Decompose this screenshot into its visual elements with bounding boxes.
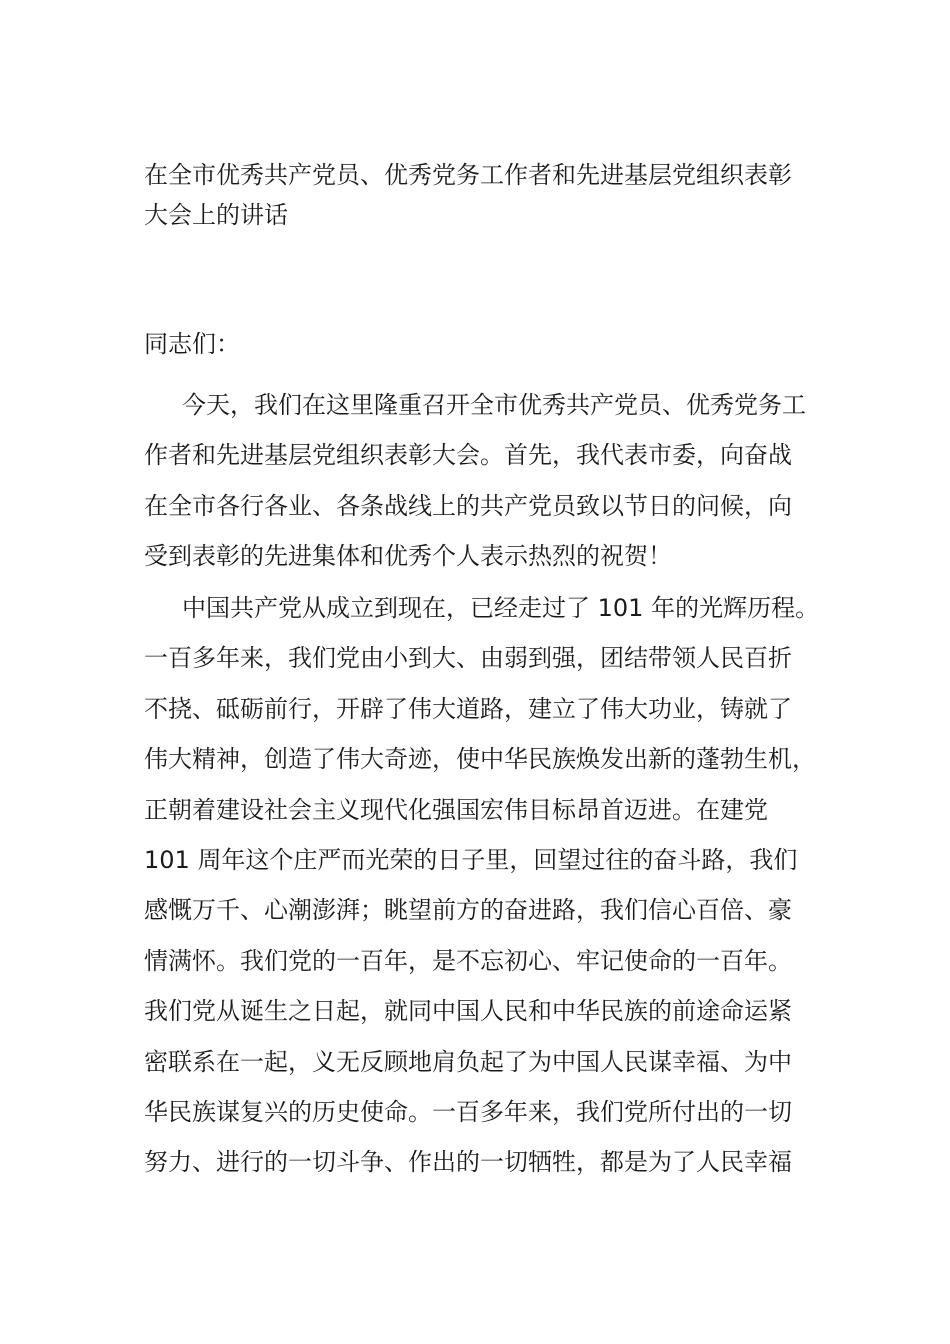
title-line-2: 大会上的讲话 xyxy=(144,201,288,229)
paragraph-line: 努力、进行的一切斗争、作出的一切牺牲，都是为了人民幸福 xyxy=(144,1148,792,1177)
paragraph-line: 正朝着建设社会主义现代化强国宏伟目标昂首迈进。在建党 xyxy=(144,795,768,824)
paragraph-line: 伟大精神，创造了伟大奇迹，使中华民族焕发出新的蓬勃生机， xyxy=(144,745,816,774)
paragraph-line: 101 周年这个庄严而光荣的日子里，回望过往的奋斗路，我们 xyxy=(144,846,798,875)
paragraph-line: 感慨万千、心潮澎湃；眺望前方的奋进路，我们信心百倍、豪 xyxy=(144,896,792,925)
paragraph-line: 一百多年来，我们党由小到大、由弱到强，团结带领人民百折 xyxy=(144,644,792,673)
paragraph-2 xyxy=(144,583,820,1188)
paragraph-line: 密联系在一起，义无反顾地肩负起了为中国人民谋幸福、为中 xyxy=(144,1047,792,1076)
paragraph-line: 不挠、砥砺前行，开辟了伟大道路，建立了伟大功业，铸就了 xyxy=(144,694,792,723)
paragraph-line: 华民族谋复兴的历史使命。一百多年来，我们党所付出的一切 xyxy=(144,1098,792,1127)
paragraph-line: 受到表彰的先进集体和优秀个人表示热烈的祝贺！ xyxy=(144,542,672,571)
paragraph-line: 我们党从诞生之日起，就同中国人民和中华民族的前途命运紧 xyxy=(144,997,792,1026)
paragraph-1 xyxy=(144,380,809,582)
document-title xyxy=(144,155,824,235)
paragraph-line: 情满怀。我们党的一百年，是不忘初心、牢记使命的一百年。 xyxy=(144,946,792,975)
paragraph-line: 中国共产党从成立到现在，已经走过了 101 年的光辉历程。 xyxy=(182,594,820,622)
paragraph-line: 作者和先进基层党组织表彰大会。首先，我代表市委，向奋战 xyxy=(144,441,792,470)
salutation: 同志们： xyxy=(144,330,240,358)
paragraph-line: 今天，我们在这里隆重召开全市优秀共产党员、优秀党务工 xyxy=(182,391,806,419)
title-line-1: 在全市优秀共产党员、优秀党务工作者和先进基层党组织表彰 xyxy=(144,161,792,189)
paragraph-line: 在全市各行各业、各条战线上的共产党员致以节日的问候，向 xyxy=(144,491,792,520)
